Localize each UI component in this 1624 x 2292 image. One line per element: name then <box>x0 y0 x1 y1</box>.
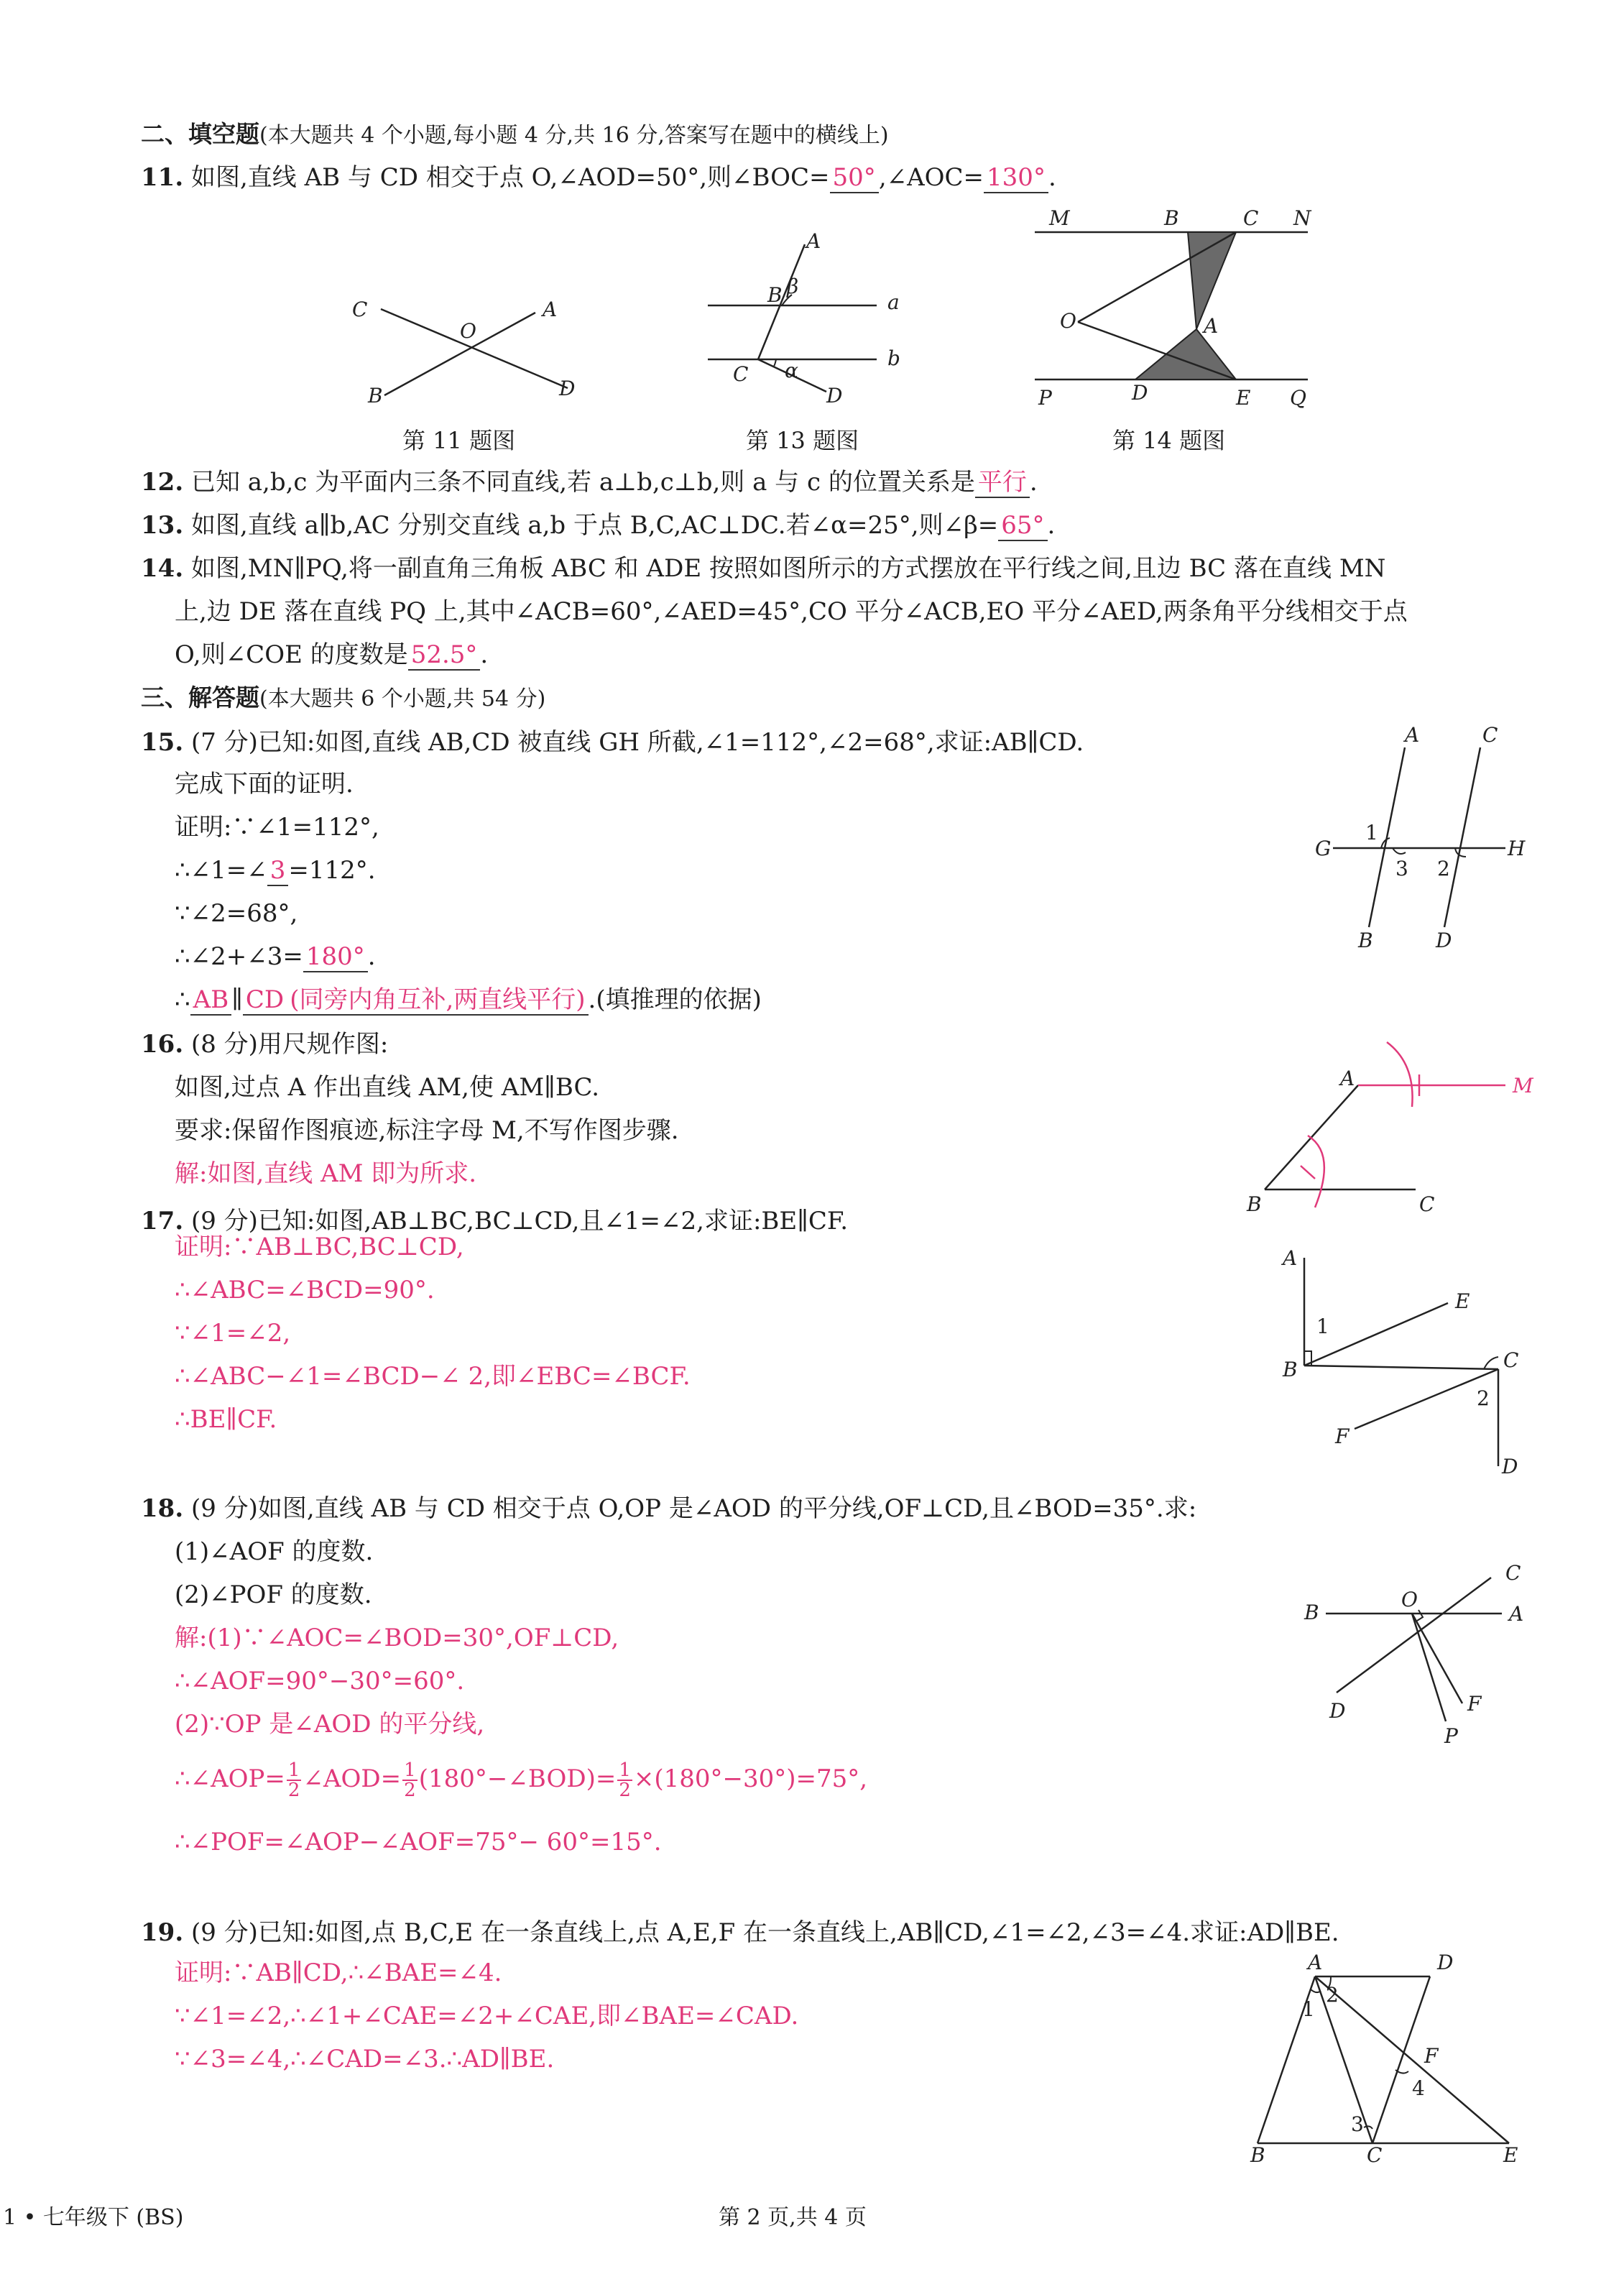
label-a: A <box>1509 1602 1524 1626</box>
question-text: (9 分)已知:如图,AB⊥BC,BC⊥CD,且∠1=∠2,求证:BE∥CF. <box>190 1207 849 1235</box>
triangle-ade <box>1135 329 1236 379</box>
label-c: C <box>1482 723 1498 747</box>
question-15-line-3: 证明:∵∠1=112°, <box>175 813 379 842</box>
question-text: =112°. <box>288 856 376 885</box>
footer-page-number: 第 2 页,共 4 页 <box>719 2205 867 2230</box>
label-beta: β <box>787 275 799 298</box>
label-angle-2: 2 <box>1326 1983 1339 2007</box>
question-15-line-5: ∵∠2=68°, <box>175 899 298 928</box>
question-15-line-6 <box>175 940 376 973</box>
label-e: E <box>1455 1289 1470 1313</box>
label-d: D <box>559 377 576 400</box>
question-number: 14. <box>141 554 184 583</box>
fraction-denominator: 2 <box>404 1780 416 1801</box>
question-number: 13. <box>141 511 184 540</box>
question-16-line-3: 要求:保留作图痕迹,标注字母 M,不写作图步骤. <box>175 1116 679 1145</box>
question-13 <box>141 509 1055 542</box>
label-d: D <box>1132 381 1148 405</box>
fraction-denominator: 2 <box>619 1780 631 1801</box>
question-number: 19. <box>141 1918 184 1947</box>
label-c: C <box>1505 1561 1521 1585</box>
section-title: 二、填空题 <box>141 120 259 148</box>
label-b: B <box>1164 206 1179 230</box>
question-16 <box>141 1028 388 1061</box>
label-a: A <box>1340 1067 1355 1090</box>
figure-15 <box>1315 723 1531 956</box>
label-c: C <box>1243 206 1259 230</box>
section-title: 三、解答题 <box>141 684 259 712</box>
label-d: D <box>1502 1455 1518 1478</box>
question-19-proof-2: ∵∠1=∠2,∴∠1+∠CAE=∠2+∠CAE,即∠BAE=∠CAD. <box>175 2002 799 2030</box>
label-f: F <box>1467 1692 1482 1716</box>
label-p: P <box>1038 386 1052 410</box>
section-note: (本大题共 6 个小题,共 54 分) <box>259 686 546 712</box>
answer-blank: 50° <box>830 163 879 193</box>
question-17-proof-4: ∴∠ABC−∠1=∠BCD−∠ 2,即∠EBC=∠BCF. <box>175 1362 691 1391</box>
question-14 <box>141 552 1385 585</box>
question-17-proof-5: ∴BE∥CF. <box>175 1405 277 1434</box>
line-of <box>1412 1614 1462 1703</box>
question-19-proof-3: ∵∠3=∠4,∴∠CAD=∠3.∴AD∥BE. <box>175 2045 555 2074</box>
figure-16 <box>1236 1035 1538 1215</box>
label-c: C <box>1419 1192 1435 1216</box>
question-text: . <box>480 640 489 669</box>
question-number: 17. <box>141 1207 184 1235</box>
question-15 <box>141 726 1084 759</box>
question-text: . <box>1047 511 1056 540</box>
label-o: O <box>460 319 476 343</box>
footer-grade: 1 • 七年级下 (BS) <box>3 2205 184 2230</box>
label-c: C <box>1503 1348 1519 1372</box>
question-19-proof-1: 证明:∵AB∥CD,∴∠BAE=∠4. <box>175 1959 502 1987</box>
answer-blank: 180° <box>303 942 368 972</box>
answer-blank: AB <box>190 985 232 1016</box>
question-number: 12. <box>141 468 184 497</box>
question-17-proof-1: 证明:∵AB⊥BC,BC⊥CD, <box>175 1233 464 1261</box>
label-o: O <box>1401 1588 1418 1611</box>
question-17-proof-2: ∴∠ABC=∠BCD=90°. <box>175 1276 435 1304</box>
label-b: B <box>1358 929 1373 952</box>
question-17-proof-3: ∵∠1=∠2, <box>175 1319 291 1348</box>
label-e: E <box>1503 2143 1518 2167</box>
section-note: (本大题共 4 个小题,每小题 4 分,共 16 分,答案写在题中的横线上) <box>259 123 889 148</box>
line-op <box>1412 1614 1446 1721</box>
question-number: 11. <box>141 163 184 192</box>
label-a: A <box>543 298 558 321</box>
label-d: D <box>1437 1951 1454 1974</box>
label-angle-1: 1 <box>1302 1997 1315 2021</box>
label-h: H <box>1508 837 1526 860</box>
question-number: 18. <box>141 1494 184 1523</box>
fraction-half <box>287 1761 302 1800</box>
label-alpha: α <box>785 359 798 382</box>
label-q: Q <box>1290 386 1306 410</box>
label-n: N <box>1293 206 1311 230</box>
label-a: A <box>1204 314 1219 338</box>
question-text: . <box>367 942 376 971</box>
figure-14 <box>1020 200 1322 415</box>
question-16-line-2: 如图,过点 A 作出直线 AM,使 AM∥BC. <box>175 1073 600 1102</box>
label-angle-3: 3 <box>1351 2112 1364 2136</box>
question-12 <box>141 466 1038 499</box>
label-e: E <box>1236 386 1251 410</box>
question-18-solution-1: 解:(1)∵∠AOC=∠BOD=30°,OF⊥CD, <box>175 1624 619 1652</box>
question-text: (9 分)如图,直线 AB 与 CD 相交于点 O,OP 是∠AOD 的平分线,OF⊥CD,且∠BOD=35°.求: <box>190 1494 1197 1523</box>
question-19 <box>141 1916 1339 1949</box>
figure-13-caption: 第 13 题图 <box>746 427 859 454</box>
figure-19 <box>1236 1951 1531 2167</box>
question-18-solution-3: (2)∵OP 是∠AOD 的平分线, <box>175 1710 485 1739</box>
figure-14-caption: 第 14 题图 <box>1112 427 1226 454</box>
question-18-line-2: (1)∠AOF 的度数. <box>175 1537 374 1566</box>
figure-13 <box>704 230 920 417</box>
question-15-line-2: 完成下面的证明. <box>175 770 354 798</box>
label-d: D <box>826 384 843 408</box>
label-angle-1: 1 <box>1316 1315 1329 1338</box>
fraction-numerator: 1 <box>619 1759 631 1781</box>
fraction-numerator: 1 <box>287 1759 300 1781</box>
line-dc <box>1372 1976 1430 2143</box>
question-11 <box>141 161 1056 194</box>
figure-17 <box>1272 1243 1531 1481</box>
label-angle-3: 3 <box>1395 857 1408 880</box>
question-16-answer: 解:如图,直线 AM 即为所求. <box>175 1159 477 1188</box>
question-18-solution-5: ∴∠POF=∠AOP−∠AOF=75°− 60°=15°. <box>175 1828 662 1856</box>
label-f: F <box>1424 2044 1439 2068</box>
fraction-half <box>617 1761 632 1800</box>
label-angle-2: 2 <box>1437 857 1450 880</box>
figure-11 <box>352 287 596 424</box>
answer-blank: 平行 <box>975 468 1030 498</box>
question-text: O,则∠COE 的度数是 <box>175 640 408 669</box>
question-text: 如图,MN∥PQ,将一副直角三角板 ABC 和 ADE 按照如图所示的方式摆放在平行线之间,且边 BC 落在直线 MN <box>190 554 1386 583</box>
question-text: ∴∠2+∠3= <box>175 942 303 971</box>
answer-blank: 130° <box>984 163 1048 193</box>
question-14-line-2: 上,边 DE 落在直线 PQ 上,其中∠ACB=60°,∠AED=45°,CO 平分∠ACB,EO 平分∠AED,两条角平分线相交于点 <box>175 597 1408 626</box>
question-14-line-3 <box>175 638 488 671</box>
question-text: ,∠AOC= <box>878 163 984 192</box>
question-text: ∴∠1=∠ <box>175 856 267 885</box>
label-angle-2: 2 <box>1477 1386 1490 1410</box>
answer-blank: (同旁内角互补,两直线平行) <box>287 985 588 1016</box>
label-c: C <box>733 362 749 386</box>
question-18-line-3: (2)∠POF 的度数. <box>175 1580 372 1609</box>
section-fill-blank-heading <box>141 118 889 152</box>
question-text: (7 分)已知:如图,直线 AB,CD 被直线 GH 所截,∠1=112°,∠2=68°,求证:AB∥CD. <box>190 728 1084 757</box>
label-f: F <box>1335 1425 1350 1448</box>
label-c: C <box>1367 2143 1383 2167</box>
label-b: B <box>1250 2143 1265 2167</box>
label-angle-4: 4 <box>1412 2076 1425 2100</box>
question-18-solution-2: ∴∠AOF=90°−30°=60°. <box>175 1667 465 1695</box>
label-d: D <box>1436 929 1452 952</box>
answer-blank: 3 <box>267 856 289 886</box>
question-text: . <box>1048 163 1056 192</box>
question-15-line-4 <box>175 854 376 887</box>
fraction-numerator: 1 <box>404 1759 416 1781</box>
label-line-b: b <box>887 346 900 370</box>
question-text: .(填推理的依据) <box>588 985 762 1014</box>
line-cd <box>1444 747 1480 927</box>
label-angle-1: 1 <box>1365 821 1378 844</box>
fraction-half <box>402 1761 417 1800</box>
question-15-line-7 <box>175 983 762 1016</box>
question-text: 如图,直线 a∥b,AC 分别交直线 a,b 于点 B,C,AC⊥DC.若∠α=25°,则∠β= <box>190 511 999 540</box>
question-text: 已知 a,b,c 为平面内三条不同直线,若 a⊥b,c⊥b,则 a 与 c 的位置关系是 <box>190 468 975 497</box>
question-text: ∥ <box>231 985 243 1014</box>
solution-text: (180°−∠BOD)= <box>418 1764 617 1793</box>
fraction-denominator: 2 <box>287 1780 300 1801</box>
question-text: ∴ <box>175 985 190 1014</box>
label-o: O <box>1060 309 1076 333</box>
figure-11-caption: 第 11 题图 <box>402 427 516 454</box>
figure-18 <box>1293 1561 1538 1754</box>
question-text: 如图,直线 AB 与 CD 相交于点 O,∠AOD=50°,则∠BOC= <box>190 163 830 192</box>
label-b: B <box>1283 1358 1298 1381</box>
question-number: 15. <box>141 728 184 757</box>
label-c: C <box>352 298 368 321</box>
question-18-solution-4 <box>175 1761 867 1800</box>
question-text: (8 分)用尺规作图: <box>190 1030 389 1059</box>
question-text: (9 分)已知:如图,点 B,C,E 在一条直线上,点 A,E,F 在一条直线上,AB∥CD,∠1=∠2,∠3=∠4.求证:AD∥BE. <box>190 1918 1339 1947</box>
label-b: B <box>1304 1601 1319 1624</box>
line-bc <box>1304 1366 1498 1369</box>
solution-text: ∴∠AOP= <box>175 1764 285 1793</box>
label-a: A <box>806 229 821 253</box>
solution-text: ×(180°−30°)=75°, <box>633 1764 868 1793</box>
label-a: A <box>1283 1246 1298 1270</box>
label-b: B <box>1247 1192 1262 1216</box>
label-b: B <box>767 283 783 307</box>
question-18 <box>141 1492 1196 1525</box>
section-answer-heading <box>141 681 545 716</box>
answer-blank: 65° <box>998 511 1047 541</box>
label-m: M <box>1513 1074 1533 1097</box>
label-p: P <box>1444 1724 1458 1748</box>
label-a: A <box>1308 1951 1323 1974</box>
label-line-a: a <box>887 290 900 314</box>
label-m: M <box>1049 206 1070 230</box>
question-text: . <box>1029 468 1038 497</box>
answer-blank: 52.5° <box>408 640 481 671</box>
label-g: G <box>1315 837 1332 860</box>
label-d: D <box>1329 1699 1346 1723</box>
solution-text: ∠AOD= <box>303 1764 402 1793</box>
answer-blank: CD <box>243 985 287 1016</box>
label-a: A <box>1405 723 1420 747</box>
label-b: B <box>368 384 383 408</box>
question-number: 16. <box>141 1030 184 1059</box>
